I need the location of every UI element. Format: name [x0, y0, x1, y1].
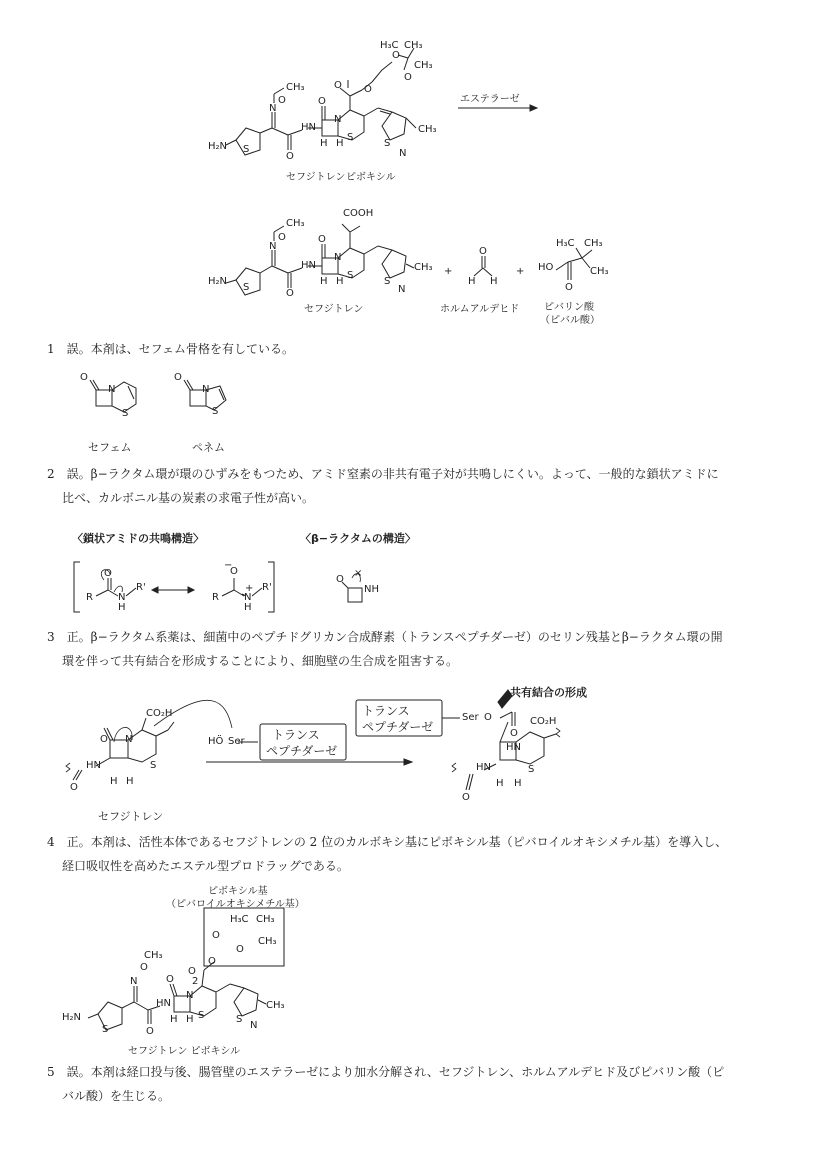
- p-thiazole2-s-label: S: [384, 276, 391, 287]
- penem-label: ペネム: [192, 441, 225, 454]
- piv-h3c-label: H₃C: [230, 914, 249, 925]
- ser-o-label: O: [484, 712, 492, 723]
- item-4-line-2: 経口吸収性を高めたエステル型プロドラッグである。: [62, 859, 349, 873]
- amine-label: H₂N: [208, 141, 228, 152]
- ester-o2-label: O: [364, 84, 372, 95]
- item-4-line-1: 4 正。本剤は、活性本体であるセフジトレンの 2 位のカルボキシ基にピボキシル基（ピバロイルオキシメチル基）を導入し、: [47, 835, 728, 849]
- oxime-o-label: O: [278, 95, 286, 106]
- piv-methoxy-label: CH₃: [144, 950, 163, 961]
- acyl-o-label: O: [510, 728, 518, 739]
- position-2-label: 2: [192, 976, 199, 987]
- pivalic-h3c-label: H₃C: [556, 238, 575, 249]
- p-thiazole2-n-label: N: [398, 284, 406, 295]
- thiazole2-s-label: S: [384, 138, 391, 149]
- ser-label-2: Ser: [462, 712, 479, 723]
- enzyme-box-2-line-1: トランス: [362, 704, 410, 718]
- item-2-line-1: 2 誤。β−ラクタム環が環のひずみをもつため、アミド窒素の非共有電子対が共鳴しにくい。よって、一般的な鎖状アミドに: [47, 467, 719, 481]
- acyl-co2h-label: CO₂H: [530, 716, 557, 727]
- ester-o-label: O: [334, 80, 342, 91]
- ester-o4-label: O: [404, 72, 412, 83]
- acyl-hn2-label: HN: [476, 762, 491, 773]
- acyl-h-label-1: H: [496, 778, 504, 789]
- methoxy-label: CH₃: [286, 82, 305, 93]
- item-2-line-2: 比べ、カルボニル基の炭素の求電子性が高い。: [62, 491, 315, 505]
- piv-thiazole2-s-label: S: [236, 1014, 243, 1025]
- penem-s-label: S: [212, 406, 219, 417]
- tbu-ch3-label-1: CH₃: [404, 40, 423, 51]
- enz-o-label: O: [70, 782, 78, 793]
- pivalic-name: ピバリン酸: [544, 302, 594, 313]
- ester-o3-label: O: [392, 50, 400, 61]
- acyl-h-label-2: H: [514, 778, 522, 789]
- res-o-label-1: O: [104, 568, 112, 579]
- tbu-h3c-label: H₃C: [380, 40, 399, 51]
- piv-n-label: N: [186, 990, 194, 1001]
- p-cooh-label: COOH: [343, 208, 374, 219]
- oxime-n-label: N: [269, 103, 277, 114]
- res-minus-label: −: [224, 560, 233, 571]
- p-h-label-1: H: [320, 276, 328, 287]
- reaction-arrow-head: [530, 105, 537, 111]
- lactam-nh-label: NH: [364, 584, 379, 595]
- plus-sign-2: +: [516, 266, 525, 277]
- reactant-name-1: セフジトレン: [286, 172, 346, 183]
- cephem-o-label: O: [80, 372, 88, 383]
- reactant-name-2: ピボキシル: [346, 172, 396, 183]
- piv-ch3-label-1: CH₃: [256, 914, 275, 925]
- p-lactam-n-label: N: [334, 252, 342, 263]
- piv-h-label-1: H: [170, 1014, 178, 1025]
- enz-hn-label: HN: [86, 760, 101, 771]
- piv-o-label-3: O: [208, 956, 216, 967]
- p-amine-label: H₂N: [208, 276, 228, 287]
- pivalic-ch3-label-1: CH₃: [584, 238, 603, 249]
- p-ring-s-label: S: [347, 270, 354, 281]
- res-h-label-2: H: [244, 602, 252, 613]
- enzyme-box-1-line-2: ペプチダーゼ: [266, 744, 338, 758]
- p-thiazole2-ch3-label: CH₃: [414, 262, 433, 273]
- penem-n-label: N: [202, 384, 210, 395]
- res-rp-label-1: R': [136, 582, 146, 593]
- formaldehyde-h2-label: H: [490, 276, 498, 287]
- res-r-label-2: R: [212, 592, 219, 603]
- product-name: セフジトレン: [304, 304, 364, 315]
- covalent-bond-title: 共有結合の形成: [510, 686, 587, 699]
- p-amide-o-label: O: [286, 288, 294, 299]
- res-plus-label: +: [245, 583, 254, 594]
- thiazole2-ch3-label: CH₃: [418, 124, 437, 135]
- res-n-label-2: N: [244, 592, 252, 603]
- item-3-line-1: 3 正。β−ラクタム系薬は、細菌中のペプチドグリカン合成酵素（トランスペプチダーゼ）のセリン残基とβ−ラクタム環の開: [47, 630, 723, 644]
- item-1-text: 1 誤。本剤は、セフェム骨格を有している。: [47, 342, 295, 356]
- piv-o-label-2: O: [236, 944, 244, 955]
- formaldehyde-h1-label: H: [468, 276, 476, 287]
- penem-o-label: O: [174, 372, 182, 383]
- enz-lactam-o-label: O: [100, 734, 108, 745]
- h-label-2: H: [336, 138, 344, 149]
- piv-o-label-1: O: [212, 930, 220, 941]
- piv-oxime-o-label: O: [140, 962, 148, 973]
- acyl-o2-label: O: [462, 792, 470, 803]
- piv-amide-nh-label: HN: [156, 998, 171, 1009]
- acyl-hn-label: HN: [506, 742, 521, 753]
- piv-amide-o-label: O: [146, 1026, 154, 1037]
- ser-oh-label: HÖ: [208, 736, 224, 747]
- lactam-o-label: O: [318, 96, 326, 107]
- thiazole2-n-label: N: [399, 148, 407, 159]
- cefditoren-label: セフジトレン: [98, 810, 164, 823]
- amide-o-label: O: [286, 151, 294, 162]
- pivalic-acid-structure: [556, 248, 592, 280]
- piv-lactam-o-label: O: [166, 974, 174, 985]
- cephem-n-label: N: [108, 384, 116, 395]
- p-amide-nh-label: HN: [301, 260, 316, 271]
- h-label-1: H: [320, 138, 328, 149]
- p-oxime-o-label: O: [278, 232, 286, 243]
- thiazole-s-label: S: [243, 144, 250, 155]
- res-n-label-1: N: [118, 592, 126, 603]
- enz-s-label: S: [150, 760, 157, 771]
- enzyme-box-1-line-1: トランス: [272, 728, 320, 742]
- pivalic-ch3-label-2: CH₃: [590, 266, 609, 277]
- piv-h-label-2: H: [186, 1014, 194, 1025]
- res-r-label-1: R: [86, 592, 93, 603]
- enz-h-label-2: H: [126, 776, 134, 787]
- plus-sign-1: +: [444, 266, 453, 277]
- p-oxime-n-label: N: [269, 241, 277, 252]
- item-5-line-1: 5 誤。本剤は経口投与後、腸管壁のエステラーゼにより加水分解され、セフジトレン、ホルムアルデヒド及びピバリン酸（ピ: [47, 1065, 725, 1079]
- piv-o-label-4: O: [188, 966, 196, 977]
- piv-thiazole2-ch3-label: CH₃: [266, 1000, 285, 1011]
- res-h-label-1: H: [118, 602, 126, 613]
- piv-thiazole-s-label: S: [102, 1024, 109, 1035]
- p-h-label-2: H: [336, 276, 344, 287]
- res-rp-label-2: R': [262, 582, 272, 593]
- res-o-label-2: O: [230, 566, 238, 577]
- pivalic-ho-label: HO: [538, 262, 554, 273]
- lactam-x-label: ×: [354, 568, 363, 579]
- enz-n-label: N: [125, 734, 133, 745]
- tbu-ch3-label-2: CH₃: [414, 60, 433, 71]
- enz-co2h-label: CO₂H: [146, 708, 173, 719]
- pivoxil-group-line-1: ピボキシル基: [208, 886, 268, 897]
- piv-oxime-n-label: N: [130, 976, 138, 987]
- ser-label-1: Ser: [228, 736, 245, 747]
- p-thiazole-s-label: S: [243, 282, 250, 293]
- lactam-o-label-2: O: [336, 574, 344, 585]
- piv-s-label: S: [198, 1010, 205, 1021]
- beta-lactam-title: 〈β−ラクタムの構造〉: [300, 532, 416, 545]
- lactam-n-label: N: [334, 114, 342, 125]
- p-lactam-o-label: O: [318, 234, 326, 245]
- enz-h-label-1: H: [110, 776, 118, 787]
- formaldehyde-o-label: O: [479, 246, 487, 257]
- p-methoxy-label: CH₃: [286, 218, 305, 229]
- pivalic-alt-name: （ピバル酸）: [540, 315, 600, 326]
- piv-amine-label: H₂N: [62, 1012, 82, 1023]
- pivalic-o-label: O: [565, 282, 573, 293]
- enzyme-box-2-line-2: ペプチダーゼ: [362, 720, 434, 734]
- formaldehyde-name: ホルムアルデヒド: [440, 304, 520, 315]
- pivoxil-group-line-2: （ピバロイルオキシメチル基）: [166, 899, 305, 910]
- item-5-line-2: バル酸）を生じる。: [62, 1089, 171, 1103]
- item-3-line-2: 環を伴って共有結合を形成することにより、細胞壁の生合成を阻害する。: [62, 654, 459, 668]
- cefditoren-pivoxil-label: セフジトレン ピボキシル: [128, 1046, 241, 1057]
- esterase-label: エステラーゼ: [460, 94, 520, 105]
- cephem-label: セフェム: [88, 441, 132, 454]
- acyl-s-label: S: [528, 764, 535, 775]
- formaldehyde-structure: [474, 256, 492, 276]
- chain-amide-title: 〈鎖状アミドの共鳴構造〉: [72, 532, 204, 545]
- piv-thiazole2-n-label: N: [250, 1020, 258, 1031]
- piv-ch3-label-2: CH₃: [258, 936, 277, 947]
- cephem-s-label: S: [122, 408, 129, 419]
- amide-nh-label: HN: [301, 122, 316, 133]
- pivoxil-structure: [88, 908, 284, 1030]
- ring-s-label: S: [347, 132, 354, 143]
